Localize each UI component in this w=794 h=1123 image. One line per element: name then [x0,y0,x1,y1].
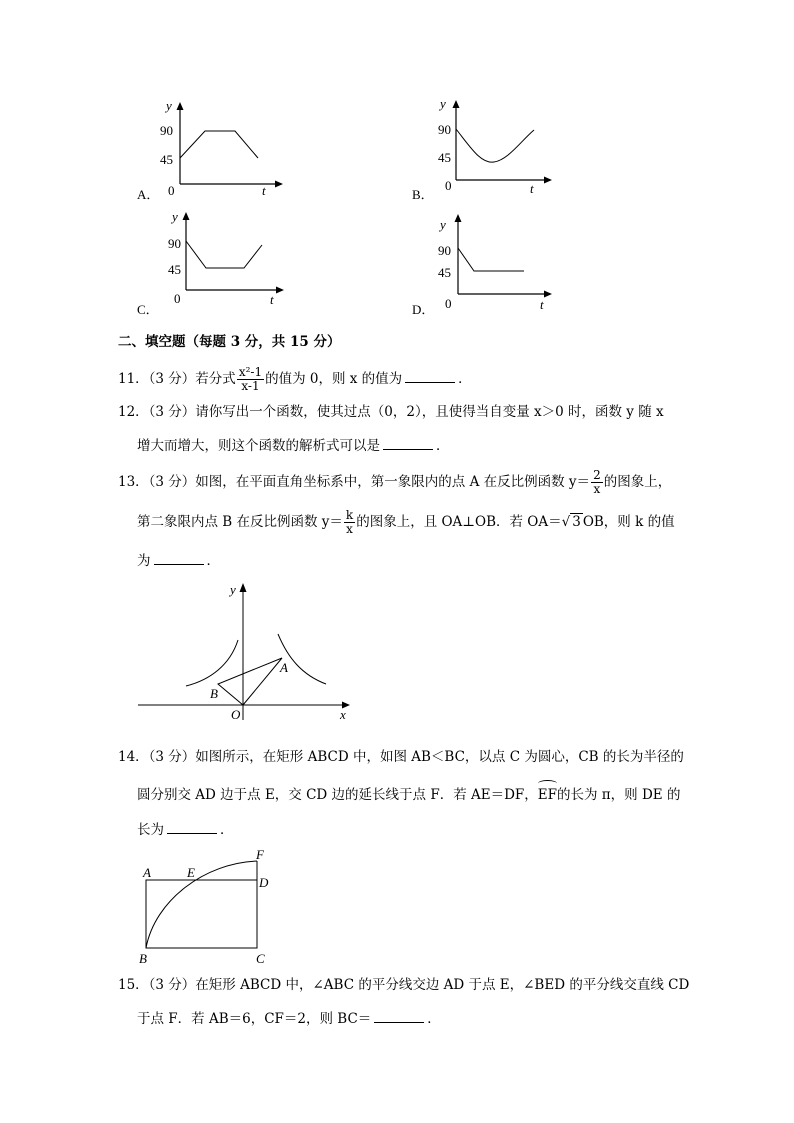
option-d-t-label: t [540,297,544,312]
option-d-origin: 0 [445,296,452,311]
q14-point-f-label: F [256,847,264,862]
q11-fraction: $\frac{\text{x²-1}}{x-1}$ [238,365,263,393]
q14-answer-blank [167,821,217,834]
q13-answer-blank [154,552,204,565]
option-b-graph [426,96,556,196]
option-a-graph [150,98,280,198]
option-a-tick-45: 45 [160,152,173,167]
option-d-y-label: y [440,217,446,232]
q13-y-axis-label: y [230,582,236,597]
option-b-y-label: y [440,96,446,111]
question-14-line1: 14．（3 分）如图所示，在矩形 ABCD 中，如图 AB＜BC，以点 C 为圆心，CB 的长为半径的 [118,749,684,765]
option-d-graph [428,212,558,312]
q14-point-e-label: E [187,865,195,880]
question-12-line2: 增大而增大，则这个函数的解析式可以是 ． [137,438,450,454]
question-14-line3: 长为 ． [137,822,234,838]
q13-point-b-label: B [210,686,218,701]
option-a-t-label: t [262,183,266,198]
option-d-tick-90: 90 [438,243,451,258]
option-b-tick-45: 45 [438,150,451,165]
question-15-line1: 15．（3 分）在矩形 ABCD 中，∠ABC 的平分线交边 AD 于点 E，∠BED 的平分线交直线 CD [118,977,690,993]
question-15-line2: 于点 F．若 AB＝6，CF＝2，则 BC＝ ． [137,1011,441,1027]
option-d-label: D． [412,302,435,317]
option-b-t-label: t [530,181,534,196]
q15-answer-blank [374,1010,424,1023]
option-a-tick-90: 90 [160,123,173,138]
question-12-line1: 12．（3 分）请你写出一个函数，使其过点（0，2），且使得当自变量 x＞0 时，函数 y 随 x [118,404,664,420]
option-c-y-label: y [172,209,178,224]
question-11: 11．（3 分）若分式 $\frac{\text{x²-1}}{x-1}$ 的值为 0，则 x 的值为 ． [118,365,472,393]
q13-fraction-k-over-x: $\frac{k}{x}$ [345,508,354,536]
section-title: 二、填空题（每题 3 分，共 15 分） [118,334,341,350]
q14-point-a-label: A [143,865,151,880]
question-13-line2: 第二象限内点 B 在反比例函数 y＝ $\frac{k}{x}$ 的图象上，且 OA⊥OB．若 OA＝√ 3 OB，则 k 的值 [137,508,675,536]
q14-point-b-label: B [139,951,147,966]
question-14-line2: 圆分别交 AD 边于点 E，交 CD 边的延长线于点 F．若 AE＝DF， EF的长为 π，则 DE 的 [137,785,680,805]
option-b-label: B． [412,187,434,202]
option-d-tick-45: 45 [438,265,451,280]
q14-point-d-label: D [259,875,269,890]
q13-figure [130,580,370,725]
option-a-y-label: y [166,98,172,113]
question-13-line1: 13．（3 分）如图，在平面直角坐标系中，第一象限内的点 A 在反比例函数 y＝ $\frac{2}{x}$ 的图象上， [118,468,672,496]
option-b-origin: 0 [445,178,452,193]
option-c-tick-45: 45 [168,262,181,277]
question-13-line3: 为 ． [137,553,220,569]
option-a-origin: 0 [168,183,175,198]
option-b-tick-90: 90 [438,122,451,137]
q12-answer-blank [383,437,433,450]
option-c-graph [158,208,288,308]
q14-figure [135,845,285,970]
option-c-tick-90: 90 [168,236,181,251]
q13-origin-label: O [231,707,241,722]
option-a-label: A． [137,187,160,202]
option-c-label: C． [137,302,159,317]
q14-arc-ef: EF [538,785,557,805]
q14-point-c-label: C [256,951,265,966]
option-c-t-label: t [270,292,274,307]
option-c-origin: 0 [174,291,181,306]
q13-x-axis-label: x [340,707,346,722]
q13-fraction-2-over-x: $\frac{2}{x}$ [593,468,601,496]
q11-answer-blank [405,370,455,383]
q13-point-a-label: A [280,660,288,675]
